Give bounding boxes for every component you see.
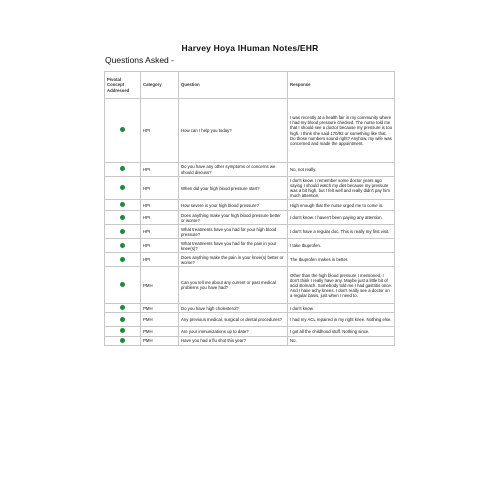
green-dot-icon xyxy=(120,215,125,220)
response-cell: The Ibuprofen makes in better. xyxy=(288,253,395,267)
category-cell: HPI xyxy=(141,177,179,200)
table-row xyxy=(105,253,395,267)
category-cell: HPI xyxy=(141,225,179,239)
green-dot-icon xyxy=(120,185,125,190)
question-cell: When did your high blood pressure start? xyxy=(179,177,288,200)
category-cell: PMH xyxy=(141,336,179,345)
pivotal-concept-cell xyxy=(105,304,141,313)
pivotal-concept-cell xyxy=(105,163,141,177)
category-cell: HPI xyxy=(141,211,179,225)
document-subtitle: Questions Asked - xyxy=(105,55,174,65)
table-row xyxy=(105,267,395,304)
pivotal-concept-cell xyxy=(105,225,141,239)
category-cell: HPI xyxy=(141,253,179,267)
table-row xyxy=(105,177,395,200)
category-cell: PMH xyxy=(141,327,179,336)
question-cell: Does anything make your high blood pressure better or worse? xyxy=(179,211,288,225)
table-row xyxy=(105,336,395,345)
table-row xyxy=(105,99,395,163)
green-dot-icon xyxy=(120,305,125,310)
pivotal-concept-cell xyxy=(105,313,141,327)
green-dot-icon xyxy=(120,229,125,234)
response-cell: I don't have a regular doc. This is really my first visit. xyxy=(288,225,395,239)
response-cell: I don't know. xyxy=(288,304,395,313)
questions-table-container xyxy=(104,71,394,346)
category-cell: HPI xyxy=(141,200,179,211)
pivotal-concept-cell xyxy=(105,200,141,211)
table-row xyxy=(105,225,395,239)
response-cell: I had my ACL repaired in my right knee. Nothing else. xyxy=(288,313,395,327)
pivotal-concept-cell xyxy=(105,267,141,304)
response-cell: No. xyxy=(288,336,395,345)
pivotal-concept-cell xyxy=(105,99,141,163)
response-cell: High enough that the nurse urged me to come in. xyxy=(288,200,395,211)
category-cell: PMH xyxy=(141,304,179,313)
questions-table xyxy=(104,71,395,346)
table-header xyxy=(105,72,395,99)
question-cell: How can I help you today? xyxy=(179,99,288,163)
pivotal-concept-cell xyxy=(105,177,141,200)
table-row xyxy=(105,327,395,336)
pivotal-concept-cell xyxy=(105,336,141,345)
response-cell: Other than the high blood pressure I mentioned, I don't think I really have any. Maybe just a little bit of acid stomach. Somebody told me I had gastritis once. And I have achy knees. I don't really see a doctor on a regular basis, just when I need to. xyxy=(288,267,395,304)
response-cell: I was recently at a health fair in my community where I had my blood pressure checked. The nurse told me that I should see a doctor because my pressure is too high. I think she said 170/92 or something like that. Do those numbers sound right? Anyhow, my wife was concerned and made the appointment. xyxy=(288,99,395,163)
category-cell: HPI xyxy=(141,239,179,253)
response-cell: No, not really. xyxy=(288,163,395,177)
table-row xyxy=(105,163,395,177)
question-cell: Does anything make the pain in your knee(s) better or worse? xyxy=(179,253,288,267)
response-cell: I take Ibuprofen. xyxy=(288,239,395,253)
table-row xyxy=(105,313,395,327)
response-cell: I don't know. I remember some doctor years ago saying I should watch my diet because my pressure was a bit high, but I felt well and really didn't pay him much attention. xyxy=(288,177,395,200)
category-cell: HPI xyxy=(141,99,179,163)
green-dot-icon xyxy=(120,328,125,333)
green-dot-icon xyxy=(120,243,125,248)
header-response: Response xyxy=(288,72,395,99)
table-body xyxy=(105,99,395,346)
pivotal-concept-cell xyxy=(105,253,141,267)
question-cell: What treatments have you had for the pain in your knee(s)? xyxy=(179,239,288,253)
header-row xyxy=(105,72,395,99)
question-cell: How severe is your high blood pressure? xyxy=(179,200,288,211)
table-row xyxy=(105,211,395,225)
green-dot-icon xyxy=(120,202,125,207)
question-cell: Can you tell me about any current or past medical problems you have had? xyxy=(179,267,288,304)
question-cell: What treatments have you had for your high blood pressure? xyxy=(179,225,288,239)
table-row xyxy=(105,239,395,253)
category-cell: HPI xyxy=(141,163,179,177)
category-cell: PMH xyxy=(141,267,179,304)
table-row xyxy=(105,200,395,211)
pivotal-concept-cell xyxy=(105,239,141,253)
green-dot-icon xyxy=(120,257,125,262)
response-cell: I don't know. I haven't been paying any attention. xyxy=(288,211,395,225)
green-dot-icon xyxy=(120,338,125,343)
green-dot-icon xyxy=(120,317,125,322)
green-dot-icon xyxy=(120,166,125,171)
pivotal-concept-cell xyxy=(105,327,141,336)
question-cell: Any previous medical, surgical or dental procedures? xyxy=(179,313,288,327)
response-cell: I got all the childhood stuff. Nothing since. xyxy=(288,327,395,336)
question-cell: Do you have high cholesterol? xyxy=(179,304,288,313)
header-question: Question xyxy=(179,72,288,99)
question-cell: Have you had a flu shot this year? xyxy=(179,336,288,345)
document-title: Harvey Hoya IHuman Notes/EHR xyxy=(181,43,319,53)
table-row xyxy=(105,304,395,313)
category-cell: PMH xyxy=(141,313,179,327)
header-pivotal-concept: Pivotal Concept Addressed xyxy=(105,72,141,99)
green-dot-icon xyxy=(120,282,125,287)
question-cell: Do you have any other symptoms or concerns we should discuss? xyxy=(179,163,288,177)
pivotal-concept-cell xyxy=(105,211,141,225)
header-category: Category xyxy=(141,72,179,99)
question-cell: Are your immunizations up to date? xyxy=(179,327,288,336)
green-dot-icon xyxy=(120,127,125,132)
